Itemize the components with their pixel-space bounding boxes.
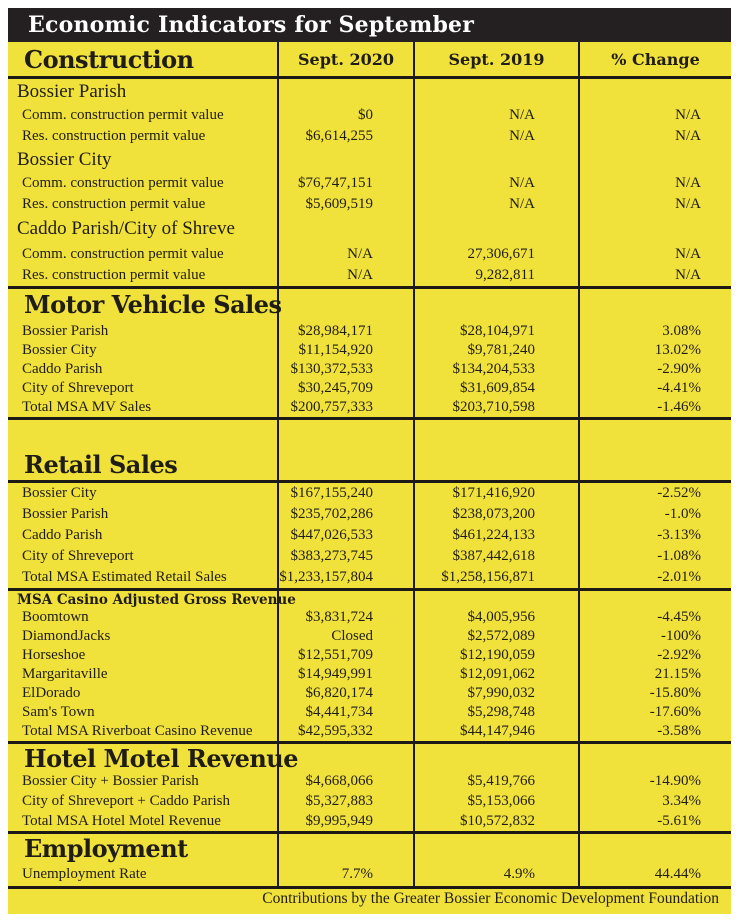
value-sept-2020: $5,327,883 (277, 791, 413, 811)
value-sept-2020: $383,273,745 (277, 546, 413, 567)
table-row (8, 173, 731, 194)
value-sept-2019: $31,609,854 (413, 379, 578, 398)
table-cell-empty (277, 215, 413, 244)
value-sept-2020: $3,831,724 (277, 608, 413, 627)
value-sept-2019: $7,990,032 (413, 684, 578, 703)
table-row (8, 379, 731, 398)
value-sept-2020: $76,747,151 (277, 173, 413, 194)
section-hotel-motel-revenue (8, 744, 731, 834)
value-sept-2019: $28,104,971 (413, 322, 578, 341)
row-label: City of Shreveport (22, 380, 134, 396)
section-heading-row (8, 289, 731, 322)
table-cell-empty (277, 147, 413, 173)
section-casino-revenue (8, 591, 731, 744)
row-label: Comm. construction permit value (22, 107, 224, 123)
table-row (8, 811, 731, 831)
table-cell-empty (578, 450, 731, 481)
table-row (8, 126, 731, 147)
table-row (8, 322, 731, 341)
table-cell-empty (277, 450, 413, 481)
table-row (8, 398, 731, 417)
table-cell-empty (277, 834, 413, 865)
value-sept-2019: $44,147,946 (413, 722, 578, 741)
group-heading: Caddo Parish/City of Shreve (17, 218, 235, 239)
section-retail-sales (8, 483, 731, 591)
table-cell-empty (277, 79, 413, 105)
value-sept-2020: $11,154,920 (277, 341, 413, 360)
table-row (8, 265, 731, 286)
section-heading: Hotel Motel Revenue (24, 744, 299, 773)
value-sept-2019: $461,224,133 (413, 525, 578, 546)
row-label: Bossier Parish (22, 506, 109, 522)
value-sept-2020: $6,614,255 (277, 126, 413, 147)
table-cell-empty (578, 147, 731, 173)
value-pct-change: -100% (578, 627, 731, 646)
section-heading: Retail Sales (24, 450, 178, 479)
section-employment (8, 834, 731, 889)
section-heading-row (8, 591, 731, 608)
value-pct-change: 3.34% (578, 791, 731, 811)
value-pct-change: -2.92% (578, 646, 731, 665)
row-label: Caddo Parish (22, 361, 103, 377)
value-sept-2019: N/A (413, 105, 578, 126)
row-label: Boomtown (22, 609, 89, 625)
row-label: Bossier Parish (22, 323, 109, 339)
value-pct-change: -3.58% (578, 722, 731, 741)
value-sept-2019: $203,710,598 (413, 398, 578, 417)
section-heading: MSA Casino Adjusted Gross Revenue (17, 591, 296, 608)
row-label: Horseshoe (22, 647, 86, 663)
table-cell-empty (413, 450, 578, 481)
table-cell-empty (578, 79, 731, 105)
value-pct-change: N/A (578, 173, 731, 194)
value-sept-2020: $6,820,174 (277, 684, 413, 703)
value-sept-2020: $12,551,709 (277, 646, 413, 665)
row-label: Bossier City (22, 485, 97, 501)
row-label: DiamondJacks (22, 628, 111, 644)
row-label: Res. construction permit value (22, 196, 206, 212)
value-pct-change: N/A (578, 126, 731, 147)
value-pct-change: -1.46% (578, 398, 731, 417)
value-sept-2020: $235,702,286 (277, 504, 413, 525)
value-sept-2019: $9,781,240 (413, 341, 578, 360)
section-construction (8, 79, 731, 289)
value-sept-2019: 4.9% (413, 862, 578, 886)
group-heading-row (8, 79, 731, 105)
table-row (8, 341, 731, 360)
value-sept-2020: $42,595,332 (277, 722, 413, 741)
section-heading: Motor Vehicle Sales (24, 290, 282, 319)
row-label: Total MSA MV Sales (22, 399, 152, 415)
table-cell-empty (413, 215, 578, 244)
value-sept-2019: $238,073,200 (413, 504, 578, 525)
value-pct-change: N/A (578, 244, 731, 265)
row-label: City of Shreveport (22, 548, 134, 564)
table-row (8, 525, 731, 546)
value-pct-change: -2.90% (578, 360, 731, 379)
table-row (8, 665, 731, 684)
value-sept-2019: $10,572,832 (413, 811, 578, 831)
value-sept-2020: $14,949,991 (277, 665, 413, 684)
table-cell-empty (277, 420, 413, 450)
table-cell-empty (578, 834, 731, 865)
row-label: Bossier City + Bossier Parish (22, 772, 199, 789)
table-row (8, 360, 731, 379)
table-row (8, 646, 731, 665)
value-sept-2019: $2,572,089 (413, 627, 578, 646)
value-sept-2019: $387,442,618 (413, 546, 578, 567)
col-header-construction: Construction (24, 44, 194, 74)
table-cell-empty (578, 420, 731, 450)
value-pct-change: N/A (578, 265, 731, 286)
value-sept-2019: $5,298,748 (413, 703, 578, 722)
value-pct-change: -1.0% (578, 504, 731, 525)
table-cell-empty (578, 289, 731, 322)
table-row (8, 194, 731, 215)
table-cell-empty (413, 289, 578, 322)
value-sept-2019: $12,190,059 (413, 646, 578, 665)
section-heading: Employment (24, 834, 188, 863)
group-heading: Bossier Parish (17, 80, 127, 102)
value-sept-2019: N/A (413, 173, 578, 194)
row-label: Margaritaville (22, 666, 108, 682)
value-sept-2020: $5,609,519 (277, 194, 413, 215)
table-cell-empty (277, 289, 413, 322)
value-pct-change: N/A (578, 105, 731, 126)
column-header-row (8, 42, 731, 79)
group-heading: Bossier City (17, 148, 112, 170)
table-row (8, 722, 731, 741)
value-pct-change: 3.08% (578, 322, 731, 341)
table-row (8, 504, 731, 525)
page-title: Economic Indicators for September (28, 12, 475, 38)
row-label: Res. construction permit value (22, 267, 206, 283)
table-row (8, 771, 731, 791)
table-row (8, 791, 731, 811)
row-label: Sam's Town (22, 704, 95, 720)
value-sept-2020: 7.7% (277, 862, 413, 886)
value-sept-2019: $134,204,533 (413, 360, 578, 379)
value-pct-change: -15.80% (578, 684, 731, 703)
value-sept-2019: $12,091,062 (413, 665, 578, 684)
value-pct-change: -3.13% (578, 525, 731, 546)
value-sept-2020: $200,757,333 (277, 398, 413, 417)
row-label: Caddo Parish (22, 527, 103, 543)
row-label: Total MSA Estimated Retail Sales (22, 569, 227, 585)
value-sept-2020: $4,441,734 (277, 703, 413, 722)
value-pct-change: 13.02% (578, 341, 731, 360)
value-sept-2020: $28,984,171 (277, 322, 413, 341)
table-cell-empty (578, 215, 731, 244)
row-label: City of Shreveport + Caddo Parish (22, 792, 231, 809)
table-cell-empty (578, 591, 731, 608)
section-heading-row (8, 450, 731, 483)
row-label: Res. construction permit value (22, 128, 206, 144)
table-row (8, 684, 731, 703)
value-sept-2019: $171,416,920 (413, 483, 578, 504)
value-sept-2019: N/A (413, 194, 578, 215)
footer-credit: Contributions by the Greater Bossier Economic Development Foundation (262, 889, 719, 907)
empty-spacer-row (8, 420, 731, 450)
table-cell-empty (8, 420, 277, 450)
table-row (8, 862, 731, 886)
col-header-sept-2020: Sept. 2020 (277, 42, 413, 76)
value-pct-change: -5.61% (578, 811, 731, 831)
table-row (8, 483, 731, 504)
table-row (8, 627, 731, 646)
value-pct-change: 44.44% (578, 862, 731, 886)
value-pct-change: 21.15% (578, 665, 731, 684)
section-motor-vehicle-sales (8, 289, 731, 420)
value-sept-2020: $4,668,066 (277, 771, 413, 791)
value-sept-2019: $1,258,156,871 (413, 567, 578, 588)
value-sept-2019: $5,153,066 (413, 791, 578, 811)
value-pct-change: -17.60% (578, 703, 731, 722)
row-label: Comm. construction permit value (22, 246, 224, 262)
value-sept-2020: N/A (277, 244, 413, 265)
value-pct-change: -1.08% (578, 546, 731, 567)
value-sept-2020: $0 (277, 105, 413, 126)
value-pct-change: -4.45% (578, 608, 731, 627)
col-header-sept-2019: Sept. 2019 (413, 42, 578, 76)
title-bar (8, 8, 731, 42)
value-sept-2020: $1,233,157,804 (277, 567, 413, 588)
table-cell-empty (413, 834, 578, 865)
value-pct-change: N/A (578, 194, 731, 215)
table-row (8, 703, 731, 722)
row-label: Bossier City (22, 342, 97, 358)
value-sept-2019: $5,419,766 (413, 771, 578, 791)
group-heading-row (8, 215, 731, 244)
row-label: Unemployment Rate (22, 865, 147, 882)
table-cell-empty (413, 79, 578, 105)
value-sept-2019: $4,005,956 (413, 608, 578, 627)
value-sept-2020: $447,026,533 (277, 525, 413, 546)
table-row (8, 608, 731, 627)
table-row (8, 546, 731, 567)
value-sept-2019: 9,282,811 (413, 265, 578, 286)
value-pct-change: -14.90% (578, 771, 731, 791)
group-heading-row (8, 147, 731, 173)
value-sept-2020: $30,245,709 (277, 379, 413, 398)
value-pct-change: -2.52% (578, 483, 731, 504)
row-label: Comm. construction permit value (22, 175, 224, 191)
table-row (8, 244, 731, 265)
row-label: Total MSA Riverboat Casino Revenue (22, 723, 253, 739)
value-sept-2020: $167,155,240 (277, 483, 413, 504)
row-label: Total MSA Hotel Motel Revenue (22, 812, 221, 829)
table-cell-empty (413, 420, 578, 450)
col-header-pct-change: % Change (578, 42, 731, 76)
table-row (8, 567, 731, 588)
footer-row (8, 889, 731, 908)
value-sept-2020: Closed (277, 627, 413, 646)
section-heading-row (8, 744, 731, 771)
value-sept-2020: N/A (277, 265, 413, 286)
value-sept-2019: N/A (413, 126, 578, 147)
value-sept-2019: 27,306,671 (413, 244, 578, 265)
value-sept-2020: $9,995,949 (277, 811, 413, 831)
table-row (8, 105, 731, 126)
economic-indicators-table (8, 8, 731, 914)
table-cell-empty (413, 591, 578, 608)
table-cell-empty (413, 147, 578, 173)
value-sept-2020: $130,372,533 (277, 360, 413, 379)
section-heading-row (8, 834, 731, 862)
row-label: ElDorado (22, 685, 81, 701)
value-pct-change: -2.01% (578, 567, 731, 588)
table-cell-empty (277, 591, 413, 608)
value-pct-change: -4.41% (578, 379, 731, 398)
